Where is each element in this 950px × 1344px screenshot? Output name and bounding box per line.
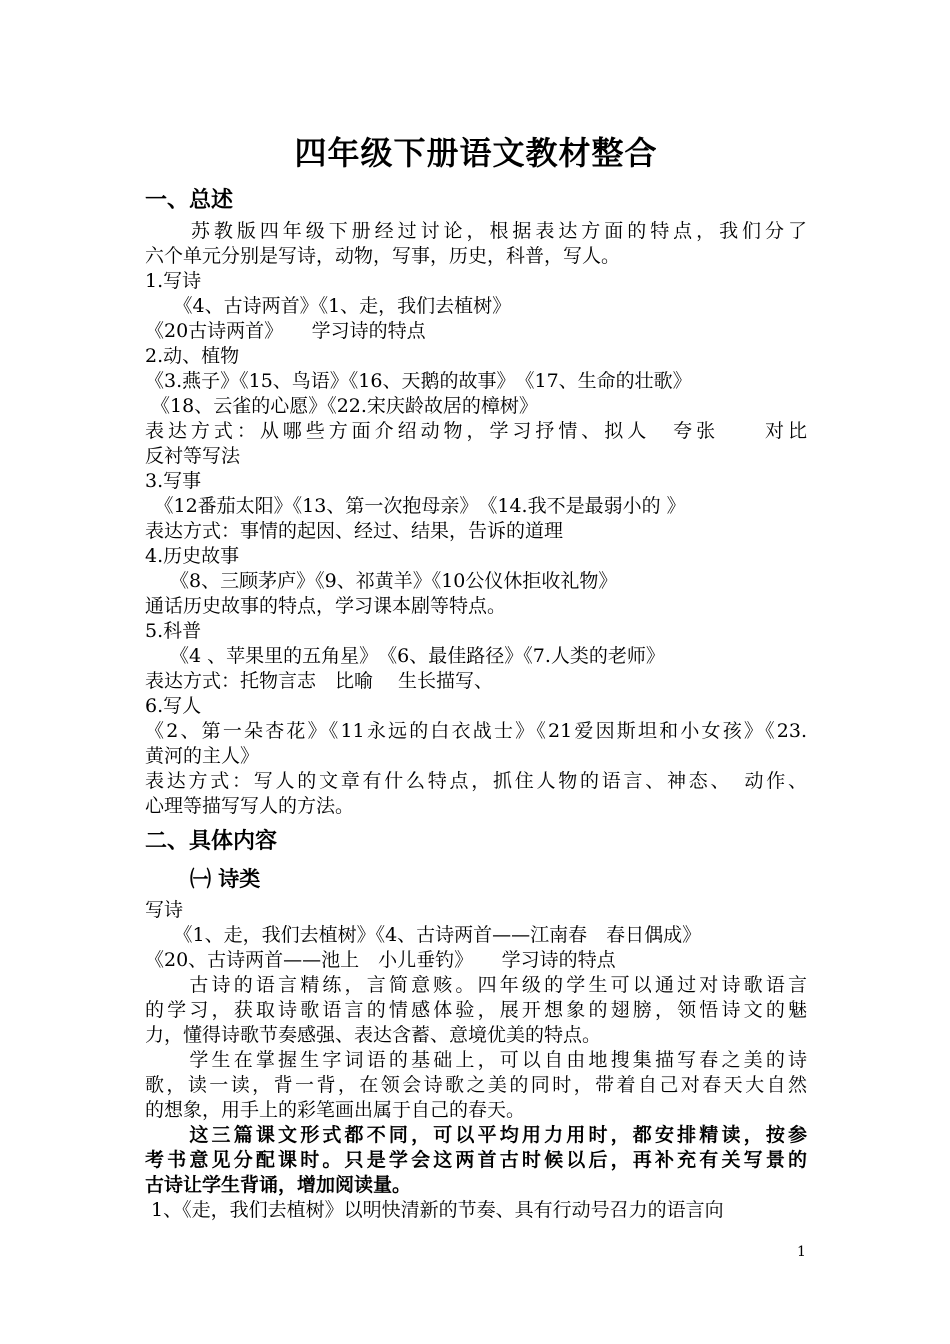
paragraph-line: 《12番茄太阳》《13、第一次抱母亲》 《14.我不是最弱小的 》 — [145, 495, 686, 517]
page-number: 1 — [797, 1244, 806, 1260]
document-title: 四年级下册语文教材整合 — [294, 134, 658, 172]
paragraph-line: 《2、第一朵杏花》《11永远的白衣战士》《21爱因斯坦和小女孩》《23. — [145, 720, 807, 742]
paragraph-line: 4.历史故事 — [145, 545, 240, 567]
subsection-heading-poetry: ㈠ 诗类 — [190, 866, 261, 891]
poetry-bold-note — [145, 1123, 807, 1198]
overview-content — [145, 219, 807, 819]
paragraph-line: 学生在掌握生字词语的基础上，可以自由地搜集描写春之美的诗 — [145, 1049, 807, 1071]
paragraph-line: 表达方式：从哪些方面介绍动物，学习抒情、拟人 夸张 对比 — [145, 420, 807, 442]
paragraph-line: 《20、古诗两首——池上 小儿垂钓》 学习诗的特点 — [145, 949, 616, 971]
paragraph-line: 写诗 — [145, 899, 184, 921]
paragraph-line: 《4 、苹果里的五角星》 《6、最佳路径》《7.人类的老师》 — [145, 645, 665, 667]
paragraph-line: 这三篇课文形式都不同，可以平均用力用时，都安排精读，按参 — [145, 1124, 807, 1146]
section-heading-details: 二、具体内容 — [145, 828, 278, 854]
paragraph-line: 表达方式：事情的起因、经过、结果，告诉的道理 — [145, 520, 564, 542]
paragraph-line: 古诗的语言精练，言简意赅。四年级的学生可以通过对诗歌语言 — [145, 974, 807, 996]
paragraph-line: 《4、古诗两首》《1、走，我们去植树》 — [145, 295, 512, 317]
paragraph-line: 《20古诗两首》 学习诗的特点 — [145, 320, 426, 342]
paragraph-line: 6.写人 — [145, 695, 202, 717]
section-heading-overview: 一、总述 — [145, 187, 234, 213]
paragraph-line: 力，懂得诗歌节奏感强、表达含蓄、意境优美的特点。 — [145, 1024, 602, 1046]
paragraph-line: 古诗让学生背诵，增加阅读量。 — [145, 1174, 412, 1196]
paragraph-line: 《1、走，我们去植树》《4、古诗两首——江南春 春日偶成》 — [145, 924, 702, 946]
poetry-content — [145, 898, 807, 1123]
paragraph-line: 的想象，用手上的彩笔画出属于自己的春天。 — [145, 1099, 526, 1121]
paragraph-line: 1.写诗 — [145, 270, 202, 292]
paragraph-line: 《3.燕子》《15、鸟语》《16、天鹅的故事》 《17、生命的壮歌》 — [145, 370, 692, 392]
paragraph-line: 5.科普 — [145, 620, 202, 642]
paragraph-line: 歌，读一读，背一背，在领会诗歌之美的同时，带着自己对春天大自然 — [145, 1074, 807, 1096]
paragraph-line: 反衬等写法 — [145, 445, 241, 467]
paragraph-line: 表达方式：托物言志 比喻 生长描写、 — [145, 670, 494, 692]
paragraph-line: 黄河的主人》 — [145, 745, 260, 767]
paragraph-line: 通话历史故事的特点，学习课本剧等特点。 — [145, 595, 507, 617]
paragraph-line: 六个单元分别是写诗，动物，写事，历史，科普，写人。 — [145, 245, 621, 267]
paragraph-line: 《8、三顾茅庐》《9、祁黄羊》《10公仪休拒收礼物》 — [145, 570, 618, 592]
document-body — [145, 182, 807, 1223]
paragraph-line: 表达方式：写人的文章有什么特点，抓住人物的语言、神态、 动作、 — [145, 770, 807, 792]
paragraph-line: 3.写事 — [145, 470, 202, 492]
paragraph-line: 《18、云雀的心愿》《22.宋庆龄故居的樟树》 — [145, 395, 538, 417]
paragraph-line: 苏教版四年级下册经过讨论，根据表达方面的特点，我们分了 — [145, 220, 807, 242]
paragraph-line: 考书意见分配课时。只是学会这两首古时候以后，再补充有关写景的 — [145, 1149, 807, 1171]
paragraph-line: 2.动、植物 — [145, 345, 240, 367]
paragraph-line: 的学习，获取诗歌语言的情感体验，展开想象的翅膀，领悟诗文的魅 — [145, 999, 807, 1021]
paragraph-line: 心理等描写写人的方法。 — [145, 795, 355, 817]
paragraph-line: 1、《走，我们去植树》以明快清新的节奏、具有行动号召力的语言向 — [145, 1199, 724, 1221]
